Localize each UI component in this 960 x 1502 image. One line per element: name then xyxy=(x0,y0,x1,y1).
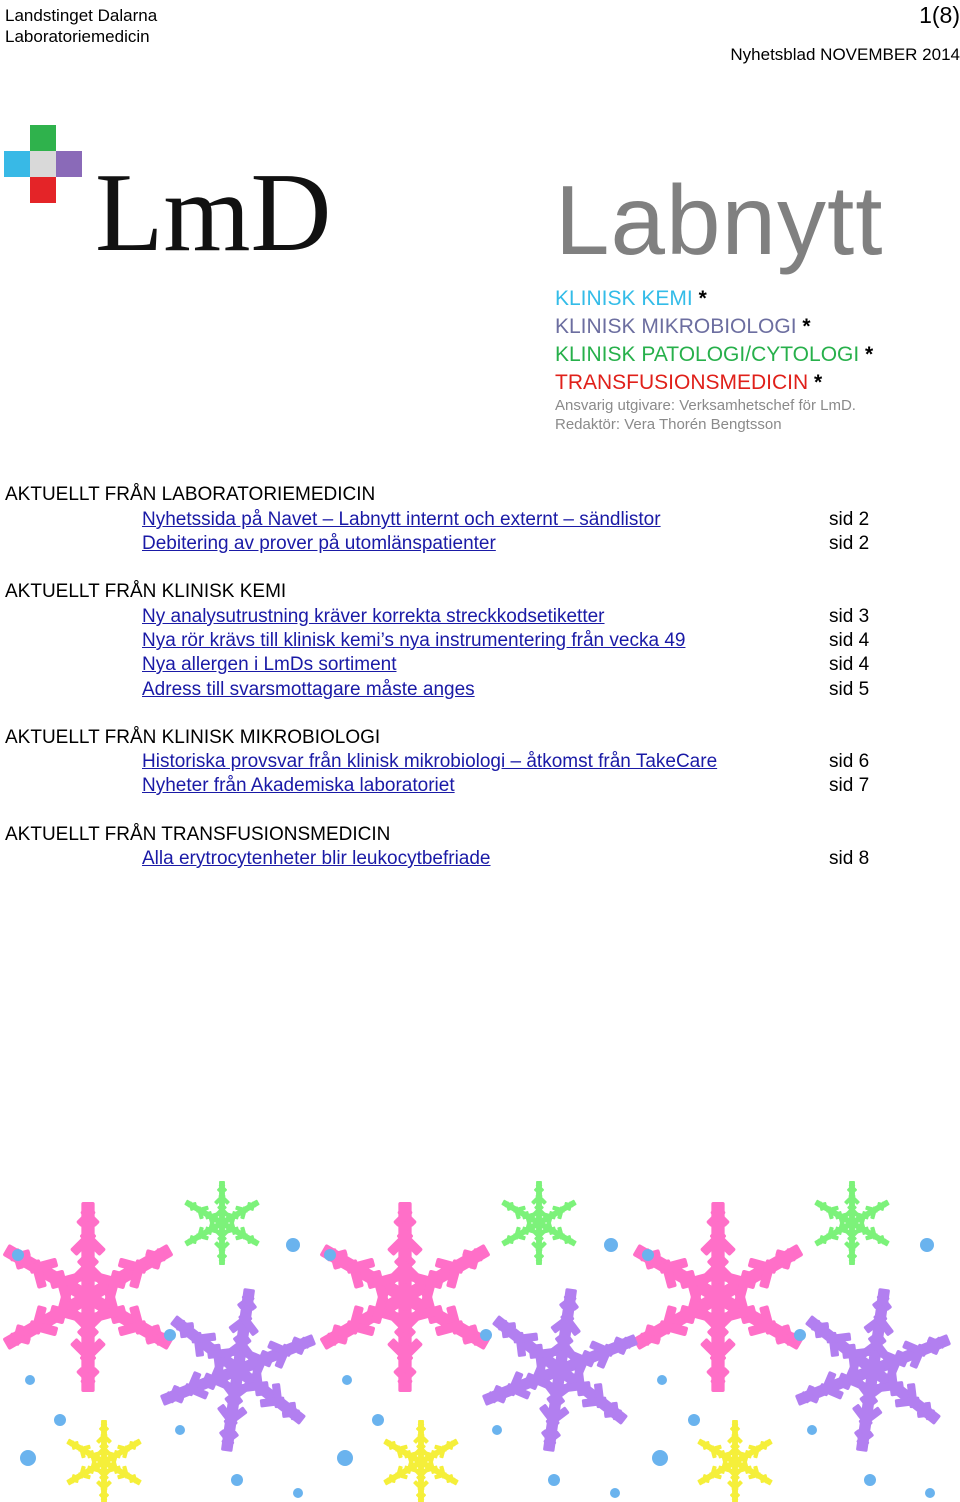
publisher-line: Ansvarig utgivare: Verksamhetschef för LmD. xyxy=(555,397,856,414)
issue-date: Nyhetsblad NOVEMBER 2014 xyxy=(730,45,960,64)
department-name: Laboratoriemedicin xyxy=(5,27,150,46)
toc-link[interactable]: Ny analysutrustning kräver korrekta streckkodsetiketter xyxy=(142,606,605,627)
editor-line: Redaktör: Vera Thorén Bengtsson xyxy=(555,416,782,433)
toc-page-ref: sid 3 xyxy=(829,606,870,627)
toc-page-ref: sid 5 xyxy=(829,679,870,700)
toc-link[interactable]: Nyhetssida på Navet – Labnytt internt och externt – sändlistor xyxy=(142,509,661,530)
toc-page-ref: sid 6 xyxy=(829,751,870,772)
snowflake-green-icon xyxy=(182,1181,263,1265)
logo-square-purple xyxy=(56,151,82,177)
toc-page-ref: sid 8 xyxy=(829,848,870,869)
lmd-logo xyxy=(0,120,370,265)
logo-square-gray xyxy=(30,151,56,177)
toc-page-ref: sid 7 xyxy=(829,775,870,796)
logo-square-green xyxy=(30,125,56,151)
department-star: * xyxy=(865,343,874,366)
department-label: KLINISK KEMI xyxy=(555,287,693,310)
toc-page-ref: sid 2 xyxy=(829,509,870,530)
toc-heading-klinisk-mikrobiologi: AKTUELLT FRÅN KLINISK MIKROBIOLOGI xyxy=(5,727,381,748)
snow-dots xyxy=(12,1238,935,1498)
logo-square-cyan xyxy=(4,151,30,177)
toc-link[interactable]: Nya rör krävs till klinisk kemi’s nya instrumentering från vecka 49 xyxy=(142,630,686,651)
toc-link[interactable]: Nyheter från Akademiska laboratoriet xyxy=(142,775,455,796)
department-star: * xyxy=(802,315,811,338)
snowflake-yellow-icon xyxy=(381,1420,462,1502)
snowflake-purple-icon xyxy=(149,1278,328,1462)
newsletter-title: Labnytt xyxy=(555,165,884,275)
toc-link[interactable]: Debitering av prover på utomlänspatienter xyxy=(142,533,496,554)
department-label: KLINISK PATOLOGI/CYTOLOGI xyxy=(555,343,860,366)
page-number: 1(8) xyxy=(919,2,960,28)
department-line-transfusionsmedicin xyxy=(555,370,822,396)
toc-heading-transfusionsmedicin: AKTUELLT FRÅN TRANSFUSIONSMEDICIN xyxy=(5,824,391,845)
logo-wordmark: LmD xyxy=(95,151,332,265)
snowflake-decoration xyxy=(0,1175,960,1502)
toc-link[interactable]: Adress till svarsmottagare måste anges xyxy=(142,679,475,700)
department-star: * xyxy=(814,371,823,394)
snowflake-pink-icon xyxy=(0,1202,179,1392)
toc-heading-klinisk-kemi: AKTUELLT FRÅN KLINISK KEMI xyxy=(5,581,287,602)
organization-name: Landstinget Dalarna xyxy=(5,6,158,25)
toc-link[interactable]: Alla erytrocytenheter blir leukocytbefriade xyxy=(142,848,491,869)
snowflake-pink-icon xyxy=(314,1202,497,1392)
logo-square-red xyxy=(30,177,56,203)
snowflake-green-icon xyxy=(499,1181,580,1265)
snowflake-yellow-icon xyxy=(64,1420,145,1502)
toc-heading-laboratoriemedicin: AKTUELLT FRÅN LABORATORIEMEDICIN xyxy=(5,484,376,505)
toc-link[interactable]: Nya allergen i LmDs sortiment xyxy=(142,654,397,675)
department-line-klinisk-mikrobiologi xyxy=(555,314,811,340)
department-label: KLINISK MIKROBIOLOGI xyxy=(555,315,797,338)
department-line-klinisk-kemi xyxy=(555,286,707,312)
department-line-klinisk-patologi xyxy=(555,342,873,368)
department-star: * xyxy=(698,287,707,310)
toc-page-ref: sid 2 xyxy=(829,533,870,554)
snowflake-pink-icon xyxy=(627,1202,810,1392)
department-label: TRANSFUSIONSMEDICIN xyxy=(555,371,809,394)
toc-page-ref: sid 4 xyxy=(829,654,870,675)
snowflake-green-icon xyxy=(812,1181,893,1265)
toc-page-ref: sid 4 xyxy=(829,630,870,651)
toc-link[interactable]: Historiska provsvar från klinisk mikrobiologi – åtkomst från TakeCare xyxy=(142,751,718,772)
snowflake-yellow-icon xyxy=(695,1420,776,1502)
